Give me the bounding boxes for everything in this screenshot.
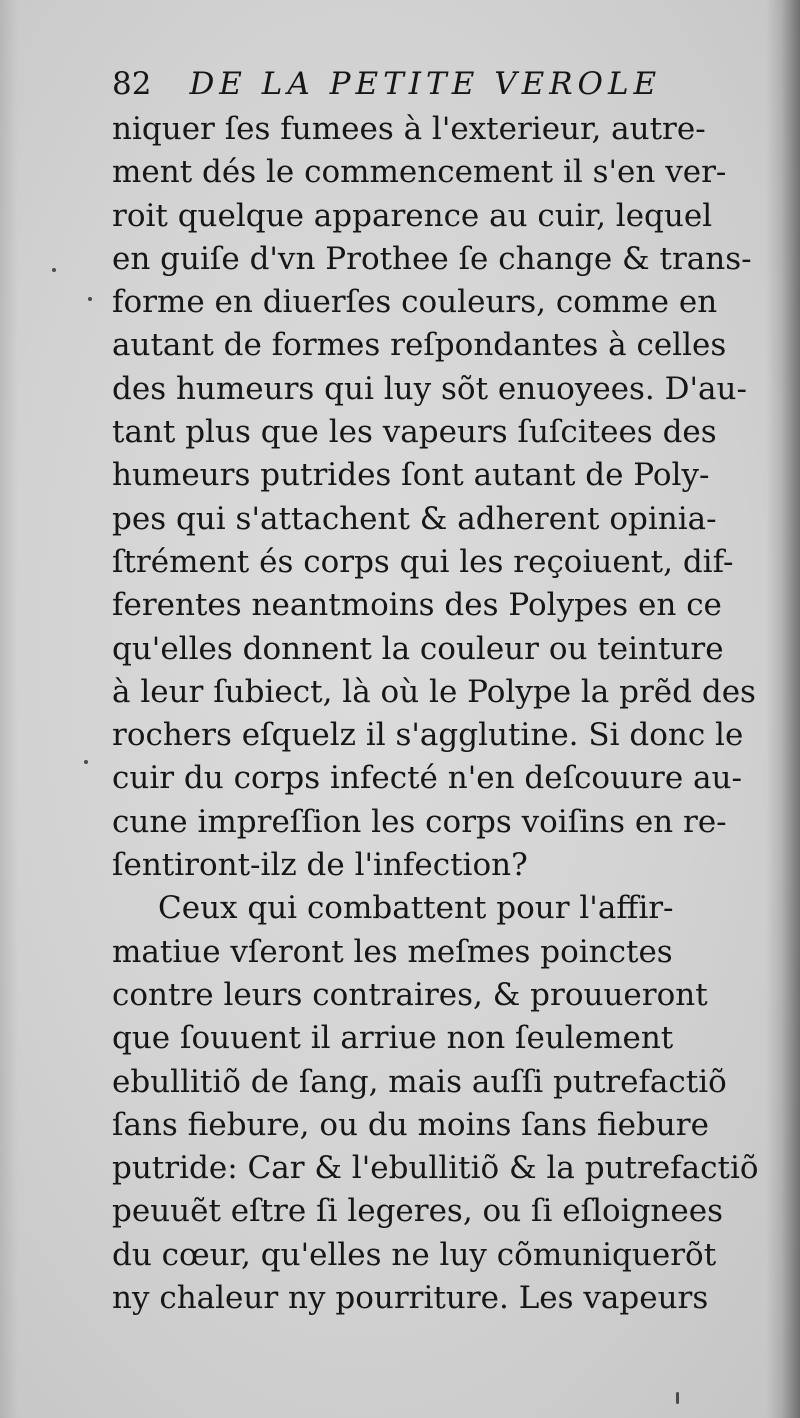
text-line: ſentiront-ilz de l'infection? [112,847,528,884]
text-line: niquer ſes fumees à l'exterieur, autre- [112,111,706,147]
text-line: qu'elles donnent la couleur ou teinture [112,630,724,667]
body-text [112,108,762,1320]
text-line: que ſouuent il arriue non ſeulement [112,1020,674,1057]
text-line: cune impreſſion les corps voiſins en re- [112,803,727,840]
text-line: contre leurs contraires, & prouueront [112,976,708,1013]
text-line: en guiſe d'vn Prothee ſe change & trans- [112,240,752,277]
paragraph-start-line: Ceux qui combattent pour l'affir- [158,890,674,927]
text-line: cuir du corps infecté n'en deſcouure au- [112,760,742,797]
text-line: à leur ſubiect, là où le Polype la prẽd des [112,673,756,710]
text-line: du cœur, qu'elles ne luy cõmuniquerõt [112,1236,717,1273]
page-gutter-shadow [0,0,18,1418]
text-line: rochers eſquelz il s'agglutine. Si donc le [112,717,744,754]
text-line: matiue vſeront les meſmes poinctes [112,933,673,970]
text-line: ment dés le commencement il s'en ver- [112,154,727,191]
text-line: peuuẽt eſtre ſi legeres, ou ſi eſloignees [112,1193,723,1230]
text-line: humeurs putrides ſont autant de Poly- [112,457,710,494]
text-line: des humeurs qui luy sõt enuoyees. D'au- [112,370,747,407]
text-line: ny chaleur ny pourriture. Les vapeurs [112,1280,709,1317]
text-line: putride: Car & l'ebullitiõ & la putrefactiõ [112,1150,759,1187]
page-edge-shadow [766,0,800,1418]
text-line: autant de formes reſpondantes à celles [112,327,727,364]
text-line: ebullitiõ de ſang, mais auſſi putrefactiõ [112,1063,727,1100]
text-line: ſtrément és corps qui les reçoiuent, dif- [112,543,734,580]
paper-speck [84,760,88,764]
text-line: tant plus que les vapeurs ſuſcitees des [112,414,717,451]
page-number: 82 [112,66,152,102]
text-line: ſans fiebure, ou du moins ſans fiebure [112,1106,709,1143]
text-line: forme en diuerſes couleurs, comme en [112,284,718,321]
paper-speck [676,1392,679,1404]
text-line: pes qui s'attachent & adherent opinia- [112,500,717,537]
paper-speck [88,297,92,301]
text-line: roit quelque apparence au cuir, lequel [112,197,713,234]
page-header [112,66,712,108]
paper-speck [52,268,56,272]
text-line: ferentes neantmoins des Polypes en ce [112,587,722,624]
running-title: DE LA PETITE VEROLE [189,66,662,102]
